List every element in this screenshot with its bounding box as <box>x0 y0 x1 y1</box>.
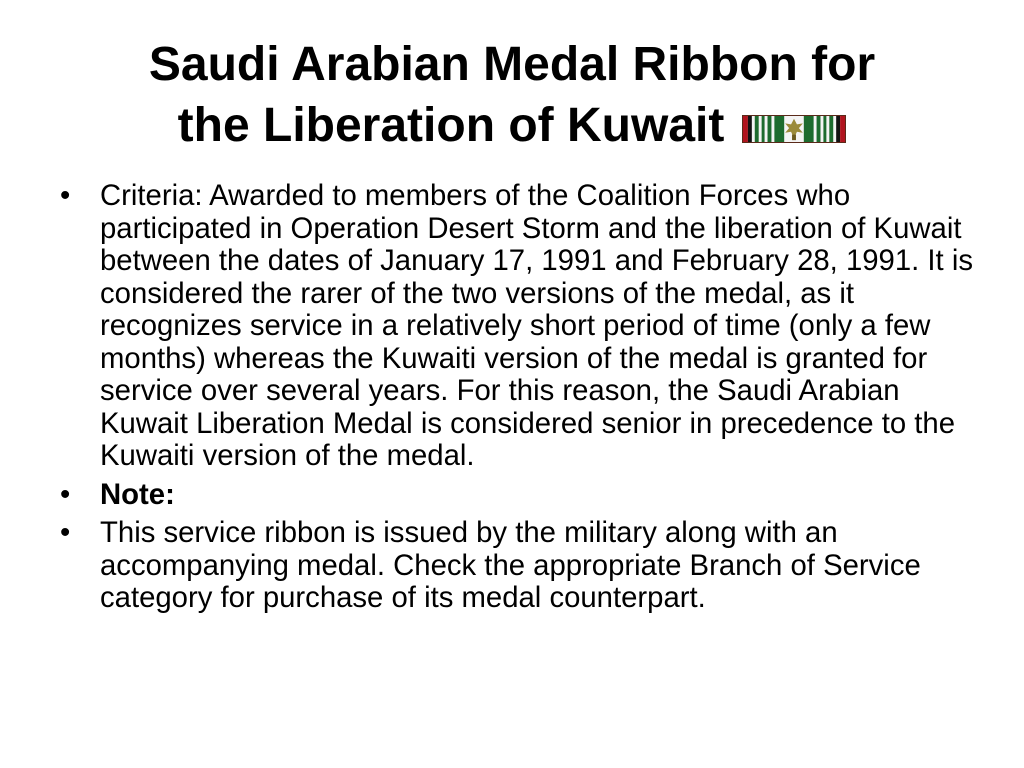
bullet-text-service-ribbon: This service ribbon is issued by the military along with an accompanying medal. Check the appropriate Branch of Service category for purchase of its medal counterpart. <box>100 516 921 614</box>
bullet-dot: • <box>60 179 71 212</box>
bullet-item-service-ribbon <box>58 517 978 615</box>
medal-ribbon-icon <box>742 115 846 143</box>
title-line-1: Saudi Arabian Medal Ribbon for <box>148 38 876 91</box>
title-line-2-text: the Liberation of Kuwait <box>177 99 725 152</box>
bullet-list <box>58 180 978 621</box>
bullet-item-criteria <box>58 180 978 473</box>
bullet-text-note: Note: <box>100 477 175 511</box>
bullet-text-criteria: Criteria: Awarded to members of the Coalition Forces who participated in Operation Desert Storm and the liberation of Kuwait between the dates of January 17, 1991 and February 28, 1991. It is considered the rarer of the two versions of the medal, as it recognizes service in a relatively short period of time (only a few months) whereas the Kuwaiti version of the medal is granted for service over several years. For this reason, the Saudi Arabian Kuwait Liberation Medal is considered senior in precedence to the Kuwaiti version of the medal. <box>100 179 973 472</box>
bullet-dot: • <box>60 516 71 549</box>
bullet-dot: • <box>60 477 71 511</box>
slide-title <box>40 34 984 156</box>
title-line-2 <box>40 95 984 156</box>
bullet-item-note <box>58 479 978 512</box>
